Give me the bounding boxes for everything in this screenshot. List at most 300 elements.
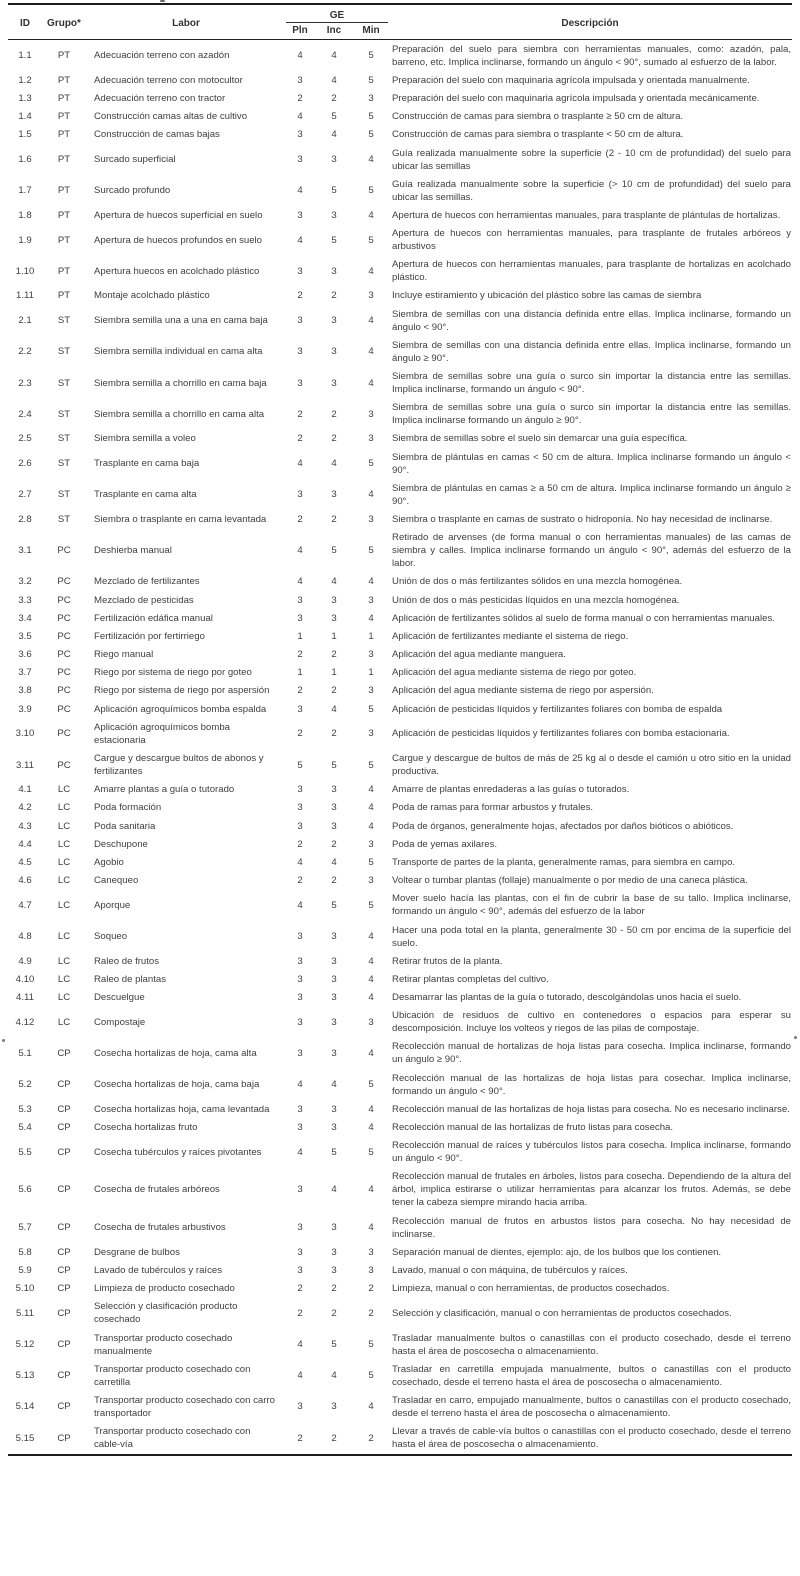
cell-inc: 3 [331,1401,337,1413]
cell-inc: 3 [331,209,337,221]
cell-labor: Apertura de huecos superficial en suelo [94,209,263,221]
cell-id: 3.10 [15,728,35,740]
cell-id: 3.9 [18,703,32,715]
cell-descripcion: Transporte de partes de la planta, generalmente ramas, para siembra en campo. [392,856,736,868]
cell-min: 4 [368,931,374,943]
cell-descripcion: Recolección manual de raíces y tubérculos listos para cosecha. Implica inclinarse, formando un ángulo < 90°. [392,1140,791,1165]
cell-pln: 3 [297,346,303,358]
table-row [8,890,792,921]
cell-min: 3 [368,838,374,850]
cell-min: 5 [368,899,374,911]
cell-grupo: ST [57,489,71,501]
cell-id: 5.1 [18,1047,32,1059]
cell-min: 5 [368,74,374,86]
cell-descripcion: Poda de ramas para formar arbustos y frutales. [392,802,594,814]
cell-pln: 4 [297,234,303,246]
table-row [8,853,792,871]
cell-min: 2 [368,1307,374,1319]
cell-descripcion: Aplicación de fertilizantes mediante el sistema de riego. [392,630,629,642]
labor-ge-table [8,3,792,1456]
cell-descripcion: Aplicación de pesticidas líquidos y fertilizantes foliares con bomba de espalda [392,703,723,715]
cell-id: 3.3 [18,594,32,606]
cell-grupo: CP [57,1047,71,1059]
cell-min: 3 [368,1016,374,1028]
cell-min: 5 [368,1079,374,1091]
cell-pln: 3 [297,820,303,832]
cell-inc: 3 [331,1222,337,1234]
cell-min: 4 [368,973,374,985]
cell-pln: 3 [297,955,303,967]
cell-descripcion: Recolección manual de las hortalizas de hoja listas para cosecha. No es necesario inclinarse. [392,1103,790,1115]
cell-min: 5 [368,50,374,62]
cell-min: 3 [368,513,374,525]
cell-min: 5 [368,1339,374,1351]
col-header-ge: GE [286,4,388,23]
table-row [8,430,792,448]
cell-id: 2.8 [18,513,32,525]
cell-inc: 4 [331,1079,337,1091]
cell-min: 2 [368,1283,374,1295]
cell-descripcion: Siembra de semillas con una distancia definida entre ellas. Implica inclinarse, formando un ángulo < 90°. [392,308,791,333]
cell-pln: 2 [297,92,303,104]
cell-labor: Cosecha de frutales arbustivos [94,1222,226,1234]
cell-min: 3 [368,1246,374,1258]
cell-id: 2.3 [18,377,32,389]
cell-inc: 4 [331,856,337,868]
cell-pln: 3 [297,594,303,606]
col-header-inc: Inc [314,23,354,40]
table-row [8,1069,792,1100]
cell-grupo: CP [57,1307,71,1319]
cell-labor: Cosecha de frutales arbóreos [94,1184,220,1196]
cell-pln: 2 [297,875,303,887]
cell-inc: 5 [331,545,337,557]
cell-id: 3.4 [18,612,32,624]
cell-grupo: PC [57,630,71,642]
cell-inc: 3 [331,1122,337,1134]
cell-pln: 4 [297,111,303,123]
cell-grupo: ST [57,458,71,470]
cell-descripcion: Unión de dos o más pesticidas líquidos en una mezcla homogénea. [392,594,680,606]
cell-labor: Cosecha hortalizas fruto [94,1122,198,1134]
cell-labor: Agobio [94,856,124,868]
cell-id: 5.8 [18,1246,32,1258]
cell-min: 4 [368,576,374,588]
cell-grupo: PT [57,50,71,62]
cell-inc: 3 [331,594,337,606]
cell-descripcion: Limpieza, manual o con herramientas, de productos cosechados. [392,1283,670,1295]
cell-id: 5.9 [18,1264,32,1276]
table-row [8,510,792,528]
col-header-grupo: Grupo* [42,4,86,40]
cell-inc: 2 [331,290,337,302]
table-body [8,40,792,1455]
cell-pln: 1 [297,667,303,679]
cell-pln: 4 [297,856,303,868]
cell-min: 5 [368,759,374,771]
cell-descripcion: Aplicación del agua mediante sistema de riego por aspersión. [392,685,654,697]
table-row [8,970,792,988]
cell-inc: 4 [331,129,337,141]
cell-id: 5.13 [15,1370,35,1382]
cell-grupo: PC [57,612,71,624]
cell-inc: 1 [331,630,337,642]
cell-grupo: LC [57,973,71,985]
table-row [8,682,792,700]
cell-pln: 4 [297,545,303,557]
cell-labor: Cosecha hortalizas hoja, cama levantada [94,1103,270,1115]
cell-grupo: PT [57,290,71,302]
cell-labor: Limpieza de producto cosechado [94,1283,235,1295]
cell-pln: 4 [297,1079,303,1091]
cell-min: 4 [368,1401,374,1413]
cell-labor: Adecuación terreno con motocultor [94,74,243,86]
cell-grupo: CP [57,1146,71,1158]
cell-grupo: CP [57,1103,71,1115]
cell-inc: 3 [331,154,337,166]
cell-id: 5.7 [18,1222,32,1234]
cell-descripcion: Trasladar en carretilla empujada manualmente, bultos o canastillas con el producto cosechado, desde el terreno hasta el área de poscosecha o almacenamiento. [392,1363,791,1388]
cell-min: 4 [368,377,374,389]
cell-id: 2.6 [18,458,32,470]
cell-descripcion: Siembra o trasplante en camas de sustrato o hidroponía. No hay necesidad de inclinarse. [392,513,773,525]
cell-inc: 2 [331,408,337,420]
cell-inc: 2 [331,1432,337,1444]
cell-labor: Soqueo [94,931,128,943]
cell-min: 4 [368,612,374,624]
cell-inc: 3 [331,973,337,985]
table-row [8,1360,792,1391]
cell-labor: Transportar producto cosechado manualmente [94,1332,233,1357]
cell-min: 4 [368,992,374,1004]
cell-grupo: PC [57,545,71,557]
cell-grupo: CP [57,1370,71,1382]
cell-descripcion: Incluye estiramiento y ubicación del plástico sobre las camas de siembra [392,290,702,302]
cell-id: 5.5 [18,1146,32,1158]
cell-pln: 3 [297,1401,303,1413]
cell-grupo: LC [57,820,71,832]
table-row [8,835,792,853]
cell-grupo: PT [57,92,71,104]
table-row [8,799,792,817]
cell-id: 1.2 [18,74,32,86]
cell-labor: Transportar producto cosechado con carro transportador [94,1394,275,1419]
cell-inc: 3 [331,784,337,796]
cell-descripcion: Retirar plantas completas del cultivo. [392,973,549,985]
cell-id: 5.15 [15,1432,35,1444]
table-row [8,1423,792,1455]
cell-descripcion: Selección y clasificación, manual o con herramientas de productos cosechados. [392,1307,732,1319]
cell-min: 5 [368,458,374,470]
table-row [8,1007,792,1038]
cell-descripcion: Siembra de plántulas en camas < 50 cm de altura. Implica inclinarse formando un ángulo < 90°. [392,451,791,476]
cell-grupo: PT [57,111,71,123]
cell-labor: Lavado de tubérculos y raíces [94,1264,222,1276]
cell-pln: 3 [297,265,303,277]
cell-labor: Fertilización edáfica manual [94,612,213,624]
cell-descripcion: Siembra de semillas con una distancia definida entre ellas. Implica inclinarse, formando un ángulo ≥ 90°. [392,339,791,364]
cell-pln: 3 [297,315,303,327]
cell-id: 4.9 [18,955,32,967]
cell-min: 3 [368,728,374,740]
cell-labor: Riego por sistema de riego por aspersión [94,685,270,697]
cell-min: 3 [368,408,374,420]
cell-pln: 2 [297,1283,303,1295]
table-row [8,479,792,510]
table-row [8,175,792,206]
cell-min: 3 [368,685,374,697]
cell-id: 1.7 [18,185,32,197]
cell-inc: 3 [331,992,337,1004]
cell-pln: 4 [297,899,303,911]
cell-id: 2.7 [18,489,32,501]
cell-pln: 2 [297,290,303,302]
cell-id: 2.1 [18,315,32,327]
cell-inc: 1 [331,667,337,679]
cell-grupo: ST [57,346,71,358]
cell-pln: 1 [297,630,303,642]
cell-descripcion: Recolección manual de frutales en árboles, listos para cosecha. Dependiendo de la altura del árbol, implica estirarse o utilizar herramientas para alcanzar los frutos. Además, se debe tener la cabeza siempre mirando hacia arriba. [392,1171,791,1209]
cell-descripcion: Siembra de semillas sobre una guía o surco sin importar la distancia entre las semillas. Implica inclinarse, formando un ángulo < 90°. [392,371,791,396]
cell-descripcion: Guía realizada manualmente sobre la superficie (> 10 cm de profundidad) del suelo para ubicar las semillas. [392,178,791,203]
table-row [8,256,792,287]
cell-id: 5.10 [15,1283,35,1295]
cell-min: 4 [368,1222,374,1234]
cell-pln: 3 [297,1184,303,1196]
cell-descripcion: Cargue y descargue de bultos de más de 25 kg al o desde el camión u otro sitio en la unidad productiva. [392,753,791,778]
cell-labor: Riego por sistema de riego por goteo [94,667,252,679]
cell-grupo: PC [57,667,71,679]
cell-grupo: CP [57,1339,71,1351]
cell-id: 1.6 [18,154,32,166]
cell-id: 3.8 [18,685,32,697]
cell-descripcion: Llevar a través de cable-vía bultos o canastillas con el producto cosechado, desde el terreno hasta el área de poscosecha o almacenamiento. [392,1426,791,1451]
cell-descripcion: Aplicación del agua mediante sistema de riego por goteo. [392,667,637,679]
cell-descripcion: Apertura de huecos con herramientas manuales, para trasplante de hortalizas en acolchado plástico. [392,259,791,284]
table-row [8,664,792,682]
cell-grupo: CP [57,1079,71,1091]
cell-labor: Siembra semilla a chorrillo en cama alta [94,408,265,420]
cell-inc: 3 [331,612,337,624]
cell-grupo: CP [57,1401,71,1413]
cell-id: 2.4 [18,408,32,420]
col-header-id: ID [8,4,42,40]
cell-pln: 2 [297,433,303,445]
cell-grupo: CP [57,1264,71,1276]
cell-pln: 4 [297,1370,303,1382]
cell-min: 3 [368,594,374,606]
cell-pln: 3 [297,489,303,501]
cell-grupo: ST [57,377,71,389]
cell-id: 5.2 [18,1079,32,1091]
cell-descripcion: Hacer una poda total en la planta, generalmente 30 - 50 cm por encima de la superficie del suelo. [392,924,791,949]
cell-id: 3.2 [18,576,32,588]
table-row [8,700,792,718]
cell-pln: 3 [297,973,303,985]
cell-pln: 3 [297,703,303,715]
cell-descripcion: Trasladar en carro, empujado manualmente, bultos o canastillas con el producto cosechado, desde el terreno hasta el área de poscosecha o almacenamiento. [392,1394,791,1419]
cell-descripcion: Recolección manual de las hortalizas de fruto listas para cosecha. [392,1122,674,1134]
cell-descripcion: Amarre de plantas enredaderas a las guías o tutorados. [392,784,630,796]
cell-pln: 2 [297,728,303,740]
cell-grupo: PT [57,209,71,221]
cell-descripcion: Preparación del suelo con maquinaria agrícola impulsada y orientada mecánicamente. [392,92,760,104]
cell-labor: Adecuación terreno con azadón [94,50,230,62]
table-row [8,1137,792,1168]
scan-artifact-dot [794,1036,797,1039]
cell-pln: 2 [297,649,303,661]
table-row [8,1100,792,1118]
cell-min: 3 [368,433,374,445]
table-row [8,40,792,72]
cell-labor: Construcción camas altas de cultivo [94,111,248,123]
cell-pln: 4 [297,185,303,197]
table-row [8,367,792,398]
cell-grupo: LC [57,875,71,887]
cell-id: 3.1 [18,545,32,557]
cropped-caption-fragment [8,0,792,3]
cell-labor: Descuelgue [94,992,145,1004]
cell-inc: 3 [331,1103,337,1115]
cell-labor: Aplicación agroquímicos bomba espalda [94,703,267,715]
cell-id: 3.5 [18,630,32,642]
cell-id: 4.6 [18,875,32,887]
cell-grupo: CP [57,1283,71,1295]
cell-grupo: CP [57,1222,71,1234]
cell-id: 1.8 [18,209,32,221]
cell-labor: Siembra semilla una a una en cama baja [94,315,268,327]
cell-inc: 4 [331,576,337,588]
cell-pln: 3 [297,1047,303,1059]
cell-inc: 3 [331,1016,337,1028]
cell-labor: Cosecha tubérculos y raíces pivotantes [94,1146,262,1158]
cell-labor: Apertura huecos en acolchado plástico [94,265,260,277]
cell-labor: Compostaje [94,1016,146,1028]
table-row [8,1243,792,1261]
cell-id: 2.5 [18,433,32,445]
cell-grupo: LC [57,992,71,1004]
table-row [8,71,792,89]
cell-inc: 3 [331,1246,337,1258]
cell-pln: 3 [297,992,303,1004]
cell-descripcion: Recolección manual de las hortalizas de hoja listas para cosechar. Implica inclinarse, formando un ángulo < 90°. [392,1072,791,1097]
cell-id: 1.4 [18,111,32,123]
table-row [8,1391,792,1422]
table-row [8,627,792,645]
cell-id: 4.8 [18,931,32,943]
cell-min: 4 [368,315,374,327]
cell-id: 4.3 [18,820,32,832]
cell-pln: 2 [297,838,303,850]
cell-inc: 2 [331,433,337,445]
cell-pln: 3 [297,1103,303,1115]
cell-id: 1.10 [15,265,35,277]
cell-id: 1.5 [18,129,32,141]
cell-id: 4.7 [18,899,32,911]
cell-grupo: PC [57,759,71,771]
cell-pln: 3 [297,802,303,814]
table-row [8,952,792,970]
cell-labor: Surcado profundo [94,185,171,197]
table-row [8,1038,792,1069]
cell-inc: 3 [331,346,337,358]
cell-pln: 4 [297,458,303,470]
cell-grupo: CP [57,1184,71,1196]
cell-grupo: LC [57,838,71,850]
cell-grupo: LC [57,802,71,814]
cell-pln: 3 [297,154,303,166]
cell-id: 5.6 [18,1184,32,1196]
table-row [8,1168,792,1212]
caption-glyph-sliver [160,0,165,2]
table-row [8,287,792,305]
cell-descripcion: Preparación del suelo para siembra con herramientas manuales, como: azadón, pala, barreno, etc. Implica inclinarse, formando un ángulo < 90°, sumado al esfuerzo de la labor. [392,43,791,68]
cell-pln: 4 [297,576,303,588]
cell-pln: 3 [297,1264,303,1276]
cell-min: 5 [368,111,374,123]
cell-labor: Mezclado de fertilizantes [94,576,200,588]
cell-min: 4 [368,820,374,832]
table-header [8,4,792,40]
cell-grupo: PC [57,576,71,588]
cell-grupo: PT [57,129,71,141]
cell-descripcion: Trasladar manualmente bultos o canastillas con el producto cosechado, desde el terreno hasta el área de poscosecha o almacenamiento. [392,1332,791,1357]
cell-inc: 5 [331,1339,337,1351]
cell-descripcion: Ubicación de residuos de cultivo en contenedores o espacios para esperar su descomposición. Incluye los volteos y riegos de las pilas de compostaje. [392,1010,791,1035]
cell-min: 4 [368,346,374,358]
table-row [8,448,792,479]
cell-inc: 3 [331,265,337,277]
table-row [8,336,792,367]
cell-min: 2 [368,1432,374,1444]
cell-inc: 3 [331,489,337,501]
cell-grupo: CP [57,1122,71,1134]
cell-inc: 5 [331,899,337,911]
cell-inc: 2 [331,685,337,697]
cell-labor: Adecuación terreno con tractor [94,92,226,104]
cell-labor: Poda formación [94,802,162,814]
cell-labor: Siembra semilla a chorrillo en cama baja [94,377,267,389]
table-row [8,529,792,573]
table-row [8,609,792,627]
cell-grupo: CP [57,1432,71,1444]
cell-inc: 4 [331,1184,337,1196]
cell-min: 5 [368,185,374,197]
cell-pln: 3 [297,612,303,624]
table-row [8,1298,792,1329]
cell-inc: 5 [331,185,337,197]
cell-min: 4 [368,154,374,166]
cell-min: 3 [368,649,374,661]
cell-descripcion: Aplicación de fertilizantes sólidos al suelo de forma manual o con herramientas manuales. [392,612,775,624]
cell-inc: 3 [331,1264,337,1276]
cell-grupo: PC [57,594,71,606]
cell-min: 3 [368,290,374,302]
cell-id: 5.4 [18,1122,32,1134]
cell-grupo: LC [57,955,71,967]
cell-descripcion: Aplicación de pesticidas líquidos y fertilizantes foliares con bomba estacionaria. [392,728,730,740]
cell-descripcion: Recolección manual de frutos en arbustos listos para cosecha. No hay necesidad de inclinarse. [392,1215,791,1240]
cell-descripcion: Recolección manual de hortalizas de hoja listas para cosecha. Implica inclinarse, formando un ángulo ≥ 90°. [392,1041,791,1066]
cell-descripcion: Aplicación del agua mediante manguera. [392,649,566,661]
cell-inc: 2 [331,728,337,740]
cell-pln: 2 [297,1432,303,1444]
col-header-pln: Pln [286,23,314,40]
cell-id: 5.11 [16,1307,34,1319]
cell-inc: 2 [331,92,337,104]
cell-pln: 2 [297,513,303,525]
table-row [8,989,792,1007]
